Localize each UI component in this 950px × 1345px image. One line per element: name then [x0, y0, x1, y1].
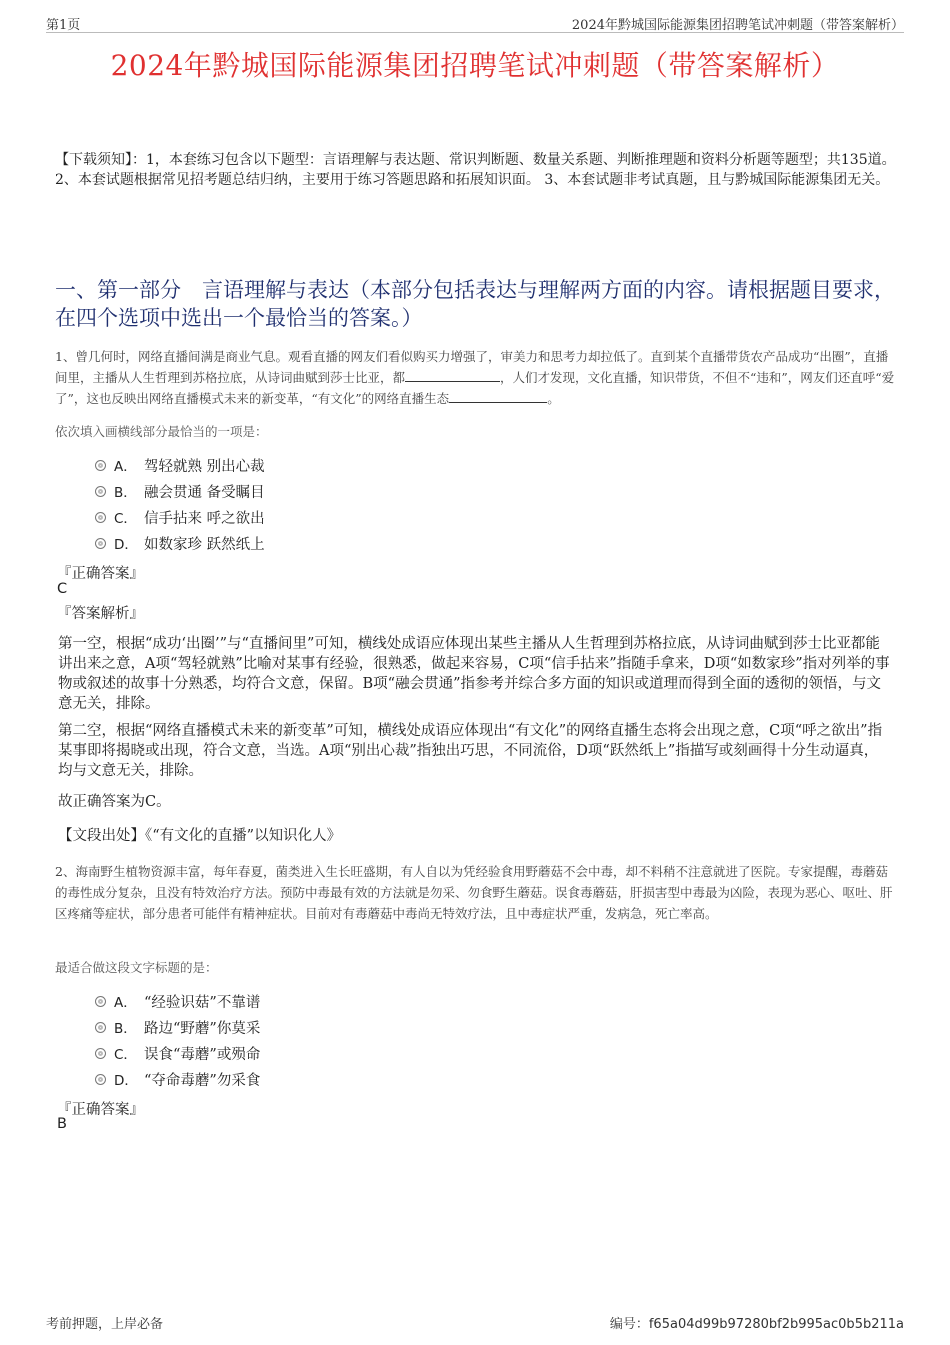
question-2-stem: 2、海南野生植物资源丰富，每年春夏，菌类进入生长旺盛期，有人自以为凭经验食用野蘑菇不会中毒，却不料稍不注意就进了医院。专家提醒，毒蘑菇的毒性成分复杂，且没有特效治疗方法。预防中毒最有效的方法就是勿采、勿食野生蘑菇。误食毒蘑菇，肝损害型中毒最为凶险，表现为恶心、呕吐、肝区疼痛等症状，部分患者可能伴有精神症状。目前对有毒蘑菇中毒尚无特效疗法，且中毒症状严重，发病急，死亡率高。: [55, 864, 893, 921]
radio-icon[interactable]: [95, 996, 106, 1007]
section-heading: 一、第一部分 言语理解与表达（本部分包括表达与理解两方面的内容。请根据题目要求，在四个选项中选出一个最恰当的答案。）: [55, 278, 895, 330]
question-1-prompt: 依次填入画横线部分最恰当的一项是：: [55, 424, 268, 439]
q1-analysis-paragraph-2: 第二空，根据“网络直播模式未来的新变革”可知，横线处成语应体现出“有文化”的网络直播生态将会出现之意，C项“呼之欲出”指某事即将揭晓或出现，符合文意，当选。A项“别出心裁”指独出巧思，不同流俗，D项“跃然纸上”指描写或刻画得十分生动逼真，均与文意无关，排除。: [58, 723, 883, 779]
q2-answer-label: 『正确答案』: [57, 1102, 144, 1118]
running-header-title: 2024年黔城国际能源集团招聘笔试冲刺题（带答案解析）: [571, 18, 904, 33]
fill-blank-1: [405, 369, 500, 382]
option-text: “夺命毒蘑”勿采食: [144, 1072, 261, 1089]
q1-option-a[interactable]: [95, 454, 265, 476]
fill-blank-2: [449, 390, 547, 403]
question-1-text-part-a: 1、曾几何时，网络直播间满是商业气息。观看直播的网友们看似购买力增强了，审美力和思考力却拉低了。直到某个直播带货农产品成功“出圈”，直播间里，主播从人生哲理到苏格拉底，从诗词曲赋到莎士比亚，都: [55, 349, 889, 385]
radio-icon[interactable]: [95, 486, 106, 497]
option-text: “经验识菇”不靠谱: [144, 994, 261, 1011]
footer-code-value: f65a04d99b97280bf2b995ac0b5b211a: [648, 1317, 904, 1332]
q1-answer-value: C: [57, 581, 68, 597]
option-text: 如数家珍 跃然纸上: [144, 536, 265, 553]
q2-option-c[interactable]: [95, 1042, 260, 1064]
footer-slogan: 考前押题，上岸必备: [46, 1317, 164, 1332]
option-letter: D．: [114, 1073, 138, 1089]
q2-answer-value: B: [57, 1116, 67, 1132]
option-letter: A．: [114, 459, 137, 475]
option-letter: D．: [114, 537, 138, 553]
q1-option-c[interactable]: [95, 506, 265, 528]
radio-icon[interactable]: [95, 512, 106, 523]
radio-icon[interactable]: [95, 460, 106, 471]
page-number: 第1页: [46, 18, 81, 33]
question-1-stem: [55, 346, 900, 409]
q1-source: 【文段出处】《“有文化的直播”以知识化人》: [58, 828, 342, 844]
question-1-text-part-c: 。: [547, 391, 560, 406]
page-title: 2024年黔城国际能源集团招聘笔试冲刺题（带答案解析）: [110, 49, 840, 82]
q2-option-b[interactable]: [95, 1016, 260, 1038]
q1-conclusion: 故正确答案为C。: [58, 794, 171, 810]
option-letter: B．: [114, 1021, 137, 1037]
option-text: 融会贯通 备受瞩目: [144, 484, 265, 501]
q1-option-d[interactable]: [95, 532, 265, 554]
q2-option-d[interactable]: [95, 1068, 260, 1090]
header-divider: [46, 32, 904, 33]
option-letter: C．: [114, 1047, 137, 1063]
option-letter: A．: [114, 995, 137, 1011]
q1-analysis-paragraph-1: 第一空，根据“成功‘出圈’”与“直播间里”可知，横线处成语应体现出某些主播从人生哲理到苏格拉底，从诗词曲赋到莎士比亚都能讲出来之意，A项“驾轻就熟”比喻对某事有经验，很熟悉，做起来容易，C项“信手拈来”指随手拿来，D项“如数家珍”指对列举的事物或叙述的故事十分熟悉，均符合文意，保留。B项“融会贯通”指参考并综合多方面的知识或道理而得到全面的透彻的领悟，与文意无关，排除。: [58, 636, 890, 712]
radio-icon[interactable]: [95, 1022, 106, 1033]
radio-icon[interactable]: [95, 1074, 106, 1085]
question-2-prompt: 最适合做这段文字标题的是：: [55, 960, 218, 975]
footer-code-label: 编号：: [609, 1317, 649, 1332]
q2-option-a[interactable]: [95, 990, 260, 1012]
q1-answer-label: 『正确答案』: [57, 566, 144, 582]
option-text: 驾轻就熟 别出心裁: [144, 458, 265, 475]
option-text: 信手拈来 呼之欲出: [144, 510, 265, 527]
option-text: 路边“野蘑”你莫采: [144, 1020, 261, 1037]
option-text: 误食“毒蘑”或殒命: [144, 1046, 261, 1063]
option-letter: C．: [114, 511, 137, 527]
radio-icon[interactable]: [95, 1048, 106, 1059]
option-letter: B．: [114, 485, 137, 501]
download-notice: 【下载须知】：1，本套练习包含以下题型：言语理解与表达题、常识判断题、数量关系题、判断推理题和资料分析题等题型；共135道。 2、本套试题根据常见招考题总结归纳，主要用于练习答题思路和拓展知识面。 3、本套试题非考试真题，且与黔城国际能源集团无关。: [55, 152, 896, 188]
q1-option-b[interactable]: [95, 480, 265, 502]
radio-icon[interactable]: [95, 538, 106, 549]
q1-analysis-label: 『答案解析』: [57, 606, 144, 622]
footer-document-code: [610, 1313, 904, 1332]
question-1-text-part-b: ，人们才发现，文化直播，知识带货，不但不“违和”，网友们还直呼“爱了”，这也反映出网络直播模式未来的新变革，“有文化”的网络直播生态: [55, 370, 895, 406]
